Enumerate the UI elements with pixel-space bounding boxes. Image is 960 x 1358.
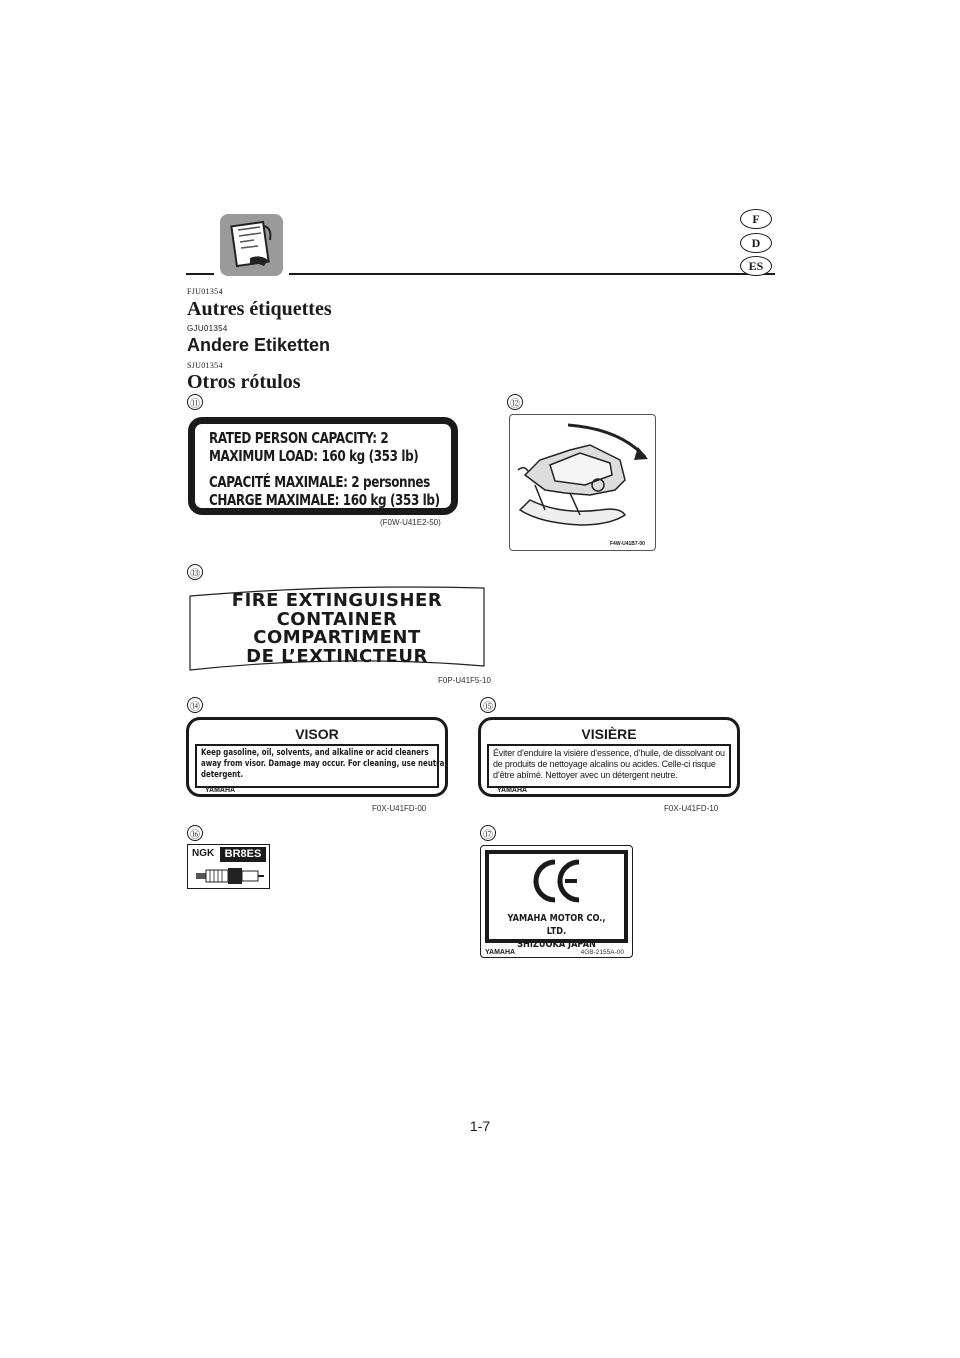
page-number: 1-7 xyxy=(469,1118,491,1134)
visor-title-fr: VISIÈRE xyxy=(581,726,637,742)
label-number-11: ⑪ xyxy=(187,394,203,410)
ce-maker-name: YAMAHA MOTOR CO., LTD. xyxy=(507,913,606,937)
visor-label-fr xyxy=(478,717,740,797)
heading-fr: Autres étiquettes xyxy=(187,298,332,320)
capacity-label xyxy=(188,417,458,515)
label-number-17: ⑰ xyxy=(480,825,496,841)
ce-mark-icon xyxy=(533,858,583,904)
lang-badge-spanish: ES xyxy=(740,256,772,276)
capacity-line-2: MAXIMUM LOAD: 160 kg (353 lb) xyxy=(209,447,419,465)
lang-badge-french: F xyxy=(740,209,772,229)
capacity-label-part-number: (F0W-U41E2-50) xyxy=(380,518,441,527)
manual-book-icon xyxy=(220,214,283,276)
seat-label-part-number: F4W-U41B7-00 xyxy=(610,541,645,547)
label-number-13: ⑬ xyxy=(187,564,203,580)
visor-title-en: VISOR xyxy=(295,726,339,742)
watercraft-seat-illustration xyxy=(510,415,655,550)
visor-brand-fr: YAMAHA xyxy=(497,787,528,794)
lang-badge-german: D xyxy=(740,233,772,253)
extinguisher-label-part-number: F0P-U41F5-10 xyxy=(438,676,491,685)
label-number-12: ⑫ xyxy=(507,394,523,410)
extinguisher-line-1: FIRE EXTINGUISHER xyxy=(231,590,443,611)
capacity-line-4: CHARGE MAXIMALE: 160 kg (353 lb) xyxy=(209,491,440,509)
ce-part-number: 4GB-2155A-00 xyxy=(580,949,624,956)
spark-plug-icon xyxy=(194,867,266,885)
seat-tilt-illustration-label xyxy=(509,414,656,551)
ce-maker-location: SHIZUOKA JAPAN xyxy=(517,939,596,950)
extinguisher-line-3: COMPARTIMENT xyxy=(253,627,421,648)
capacity-line-1: RATED PERSON CAPACITY: 2 xyxy=(209,429,389,447)
label-number-14: ⑭ xyxy=(187,697,203,713)
section-code-fr: FJU01354 xyxy=(187,287,223,296)
ce-brand: YAMAHA xyxy=(485,949,516,956)
visor-text-en: Keep gasoline, oil, solvents, and alkaline or acid cleaners away from visor. Damage may occur. For cleaning, use neutral detergent. xyxy=(201,748,447,780)
visor-brand-en: YAMAHA xyxy=(205,787,236,794)
visor-fr-part-number: F0X-U41FD-10 xyxy=(664,804,719,813)
section-code-es: SJU01354 xyxy=(187,361,223,370)
fire-extinguisher-label xyxy=(187,586,487,672)
spark-plug-label xyxy=(187,844,270,889)
visor-text-fr: Éviter d’enduire la visière d’essence, d’huile, de dissolvant ou de produits de nettoyage alcalins ou acides. Celle-ci risque d’être abîmé. Nettoyer avec un détergent neutre. xyxy=(493,748,725,780)
visor-label-en xyxy=(186,717,448,797)
label-number-15: ⑮ xyxy=(480,697,496,713)
extinguisher-line-2: CONTAINER xyxy=(276,608,398,630)
ce-label xyxy=(480,845,633,958)
heading-de: Andere Etiketten xyxy=(187,335,331,355)
extinguisher-line-4: DE L’EXTINCTEUR xyxy=(246,645,428,667)
plug-model: BR8ES xyxy=(220,847,266,862)
capacity-line-3: CAPACITÉ MAXIMALE: 2 personnes xyxy=(209,473,430,491)
section-code-de: GJU01354 xyxy=(187,324,228,333)
header-rule-right xyxy=(289,273,775,275)
label-number-16: ⑯ xyxy=(187,825,203,841)
plug-brand: NGK xyxy=(192,848,215,859)
header-rule-left xyxy=(186,273,214,275)
visor-en-part-number: F0X-U41FD-00 xyxy=(372,804,427,813)
heading-es: Otros rótulos xyxy=(187,371,301,393)
